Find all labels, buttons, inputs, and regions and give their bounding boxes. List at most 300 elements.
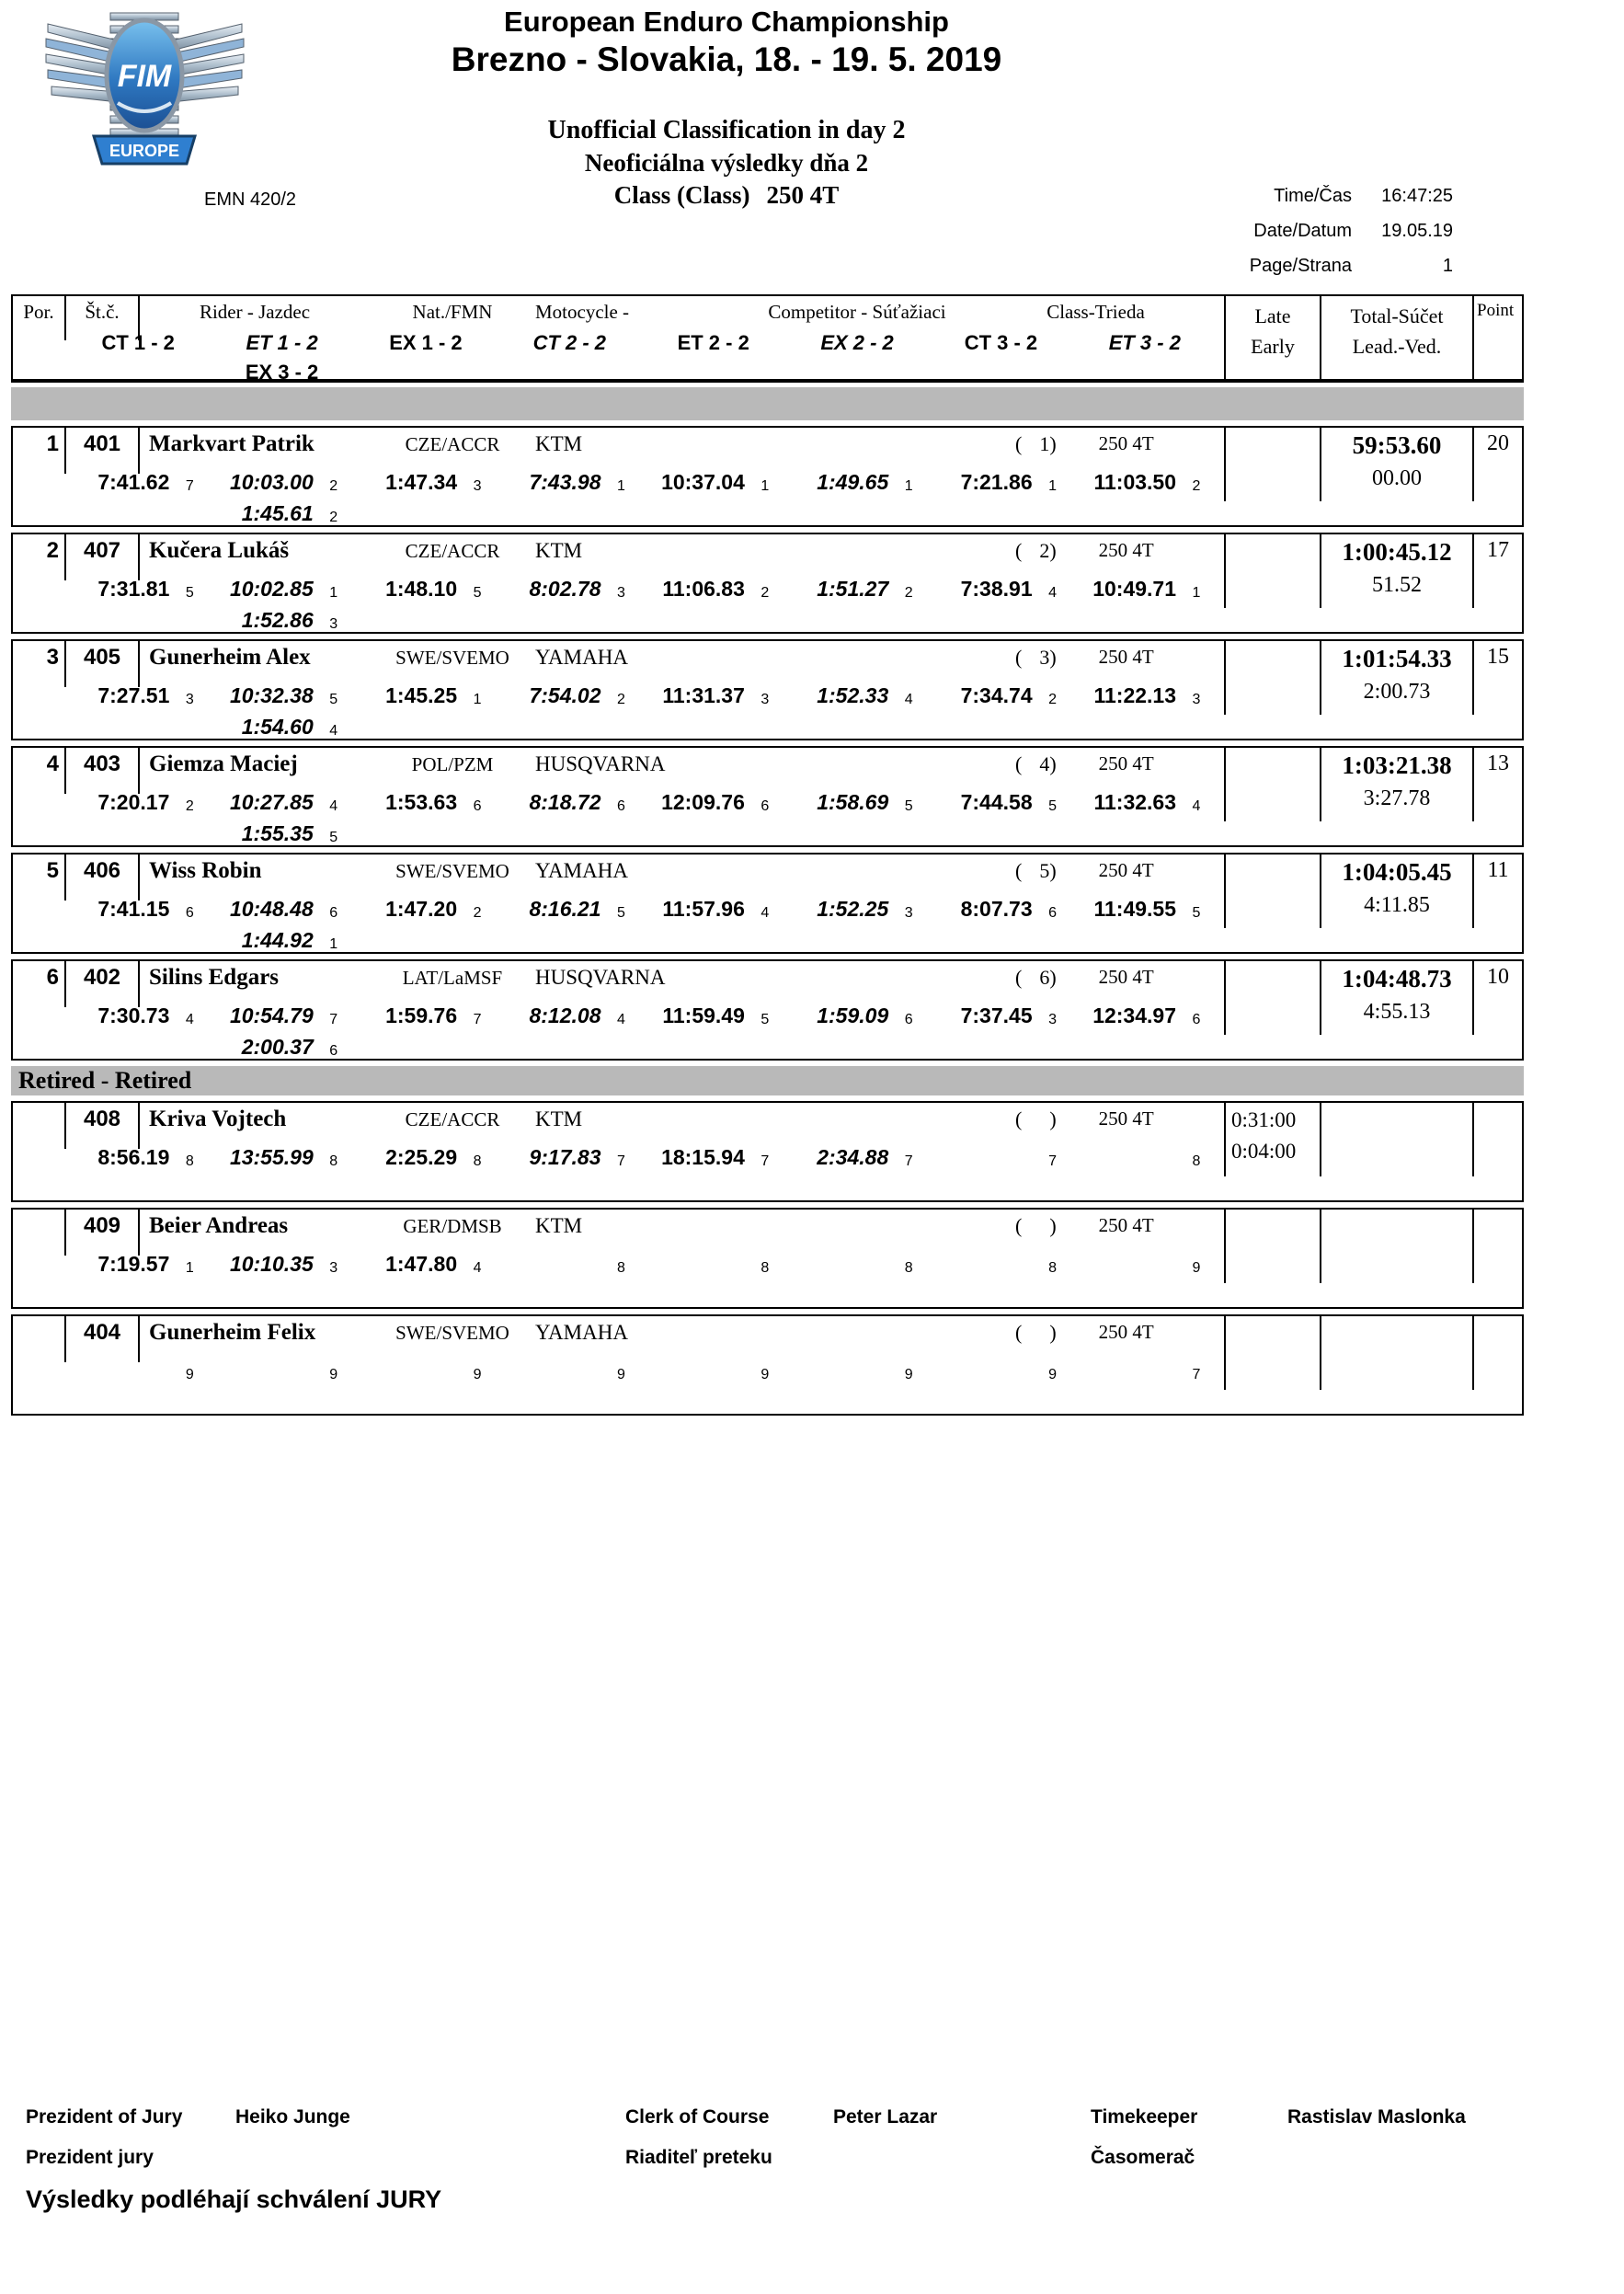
timekeeper-label: Timekeeper xyxy=(1091,2106,1198,2128)
result-row xyxy=(11,1101,1524,1202)
test-time-et2: 11:59.49 xyxy=(662,1004,745,1027)
class-cell xyxy=(747,965,1224,1002)
row-main xyxy=(13,855,1224,952)
test-time-et2: 10:37.04 xyxy=(661,470,745,494)
event-title: Brezno - Slovakia, 18. - 19. 5. 2019 xyxy=(451,40,1002,78)
test-rank-ex3 xyxy=(314,1176,354,1185)
test-rank-et1: 8 xyxy=(329,1153,338,1169)
class-rank xyxy=(1022,1214,1049,1250)
late-early-cell xyxy=(1224,428,1321,501)
test-rank-ex2: 5 xyxy=(904,798,913,814)
test-time-ct3: 7:44.58 xyxy=(960,790,1033,814)
time-label: Time/Čas xyxy=(1274,186,1352,206)
test-time-ct2: 8:02.78 xyxy=(529,577,601,601)
class-rank-paren-open: ( xyxy=(1015,646,1023,669)
result-row xyxy=(11,746,1524,847)
total-time: 1:00:45.12 xyxy=(1342,538,1452,566)
test-time-ex3: 1:55.35 xyxy=(241,821,314,845)
test-rank-ex1: 7 xyxy=(473,1012,482,1027)
test-rank-ct1: 9 xyxy=(185,1367,194,1382)
points-value: 15 xyxy=(1487,645,1509,669)
approval-note: Výsledky podléhají schválení JURY xyxy=(26,2185,442,2213)
class-rank: 1 xyxy=(1039,432,1050,455)
points-value xyxy=(1474,1210,1522,1307)
class-cell xyxy=(747,538,1224,575)
test-time-ex1: 1:53.63 xyxy=(385,790,458,814)
test-rank-ct1: 1 xyxy=(185,1260,194,1276)
test-time-et1: 10:10.35 xyxy=(229,1252,314,1276)
nationality: CZE/ACCR xyxy=(405,433,500,455)
points-value: 10 xyxy=(1487,965,1509,989)
points-value: 17 xyxy=(1487,538,1509,562)
timekeeper-label-sk: Časomerač xyxy=(1091,2147,1195,2168)
test-rank-ex1: 3 xyxy=(473,478,482,494)
test-time-ct1: 7:41.15 xyxy=(97,897,170,921)
col-test-ct1: CT 1 - 2 xyxy=(101,331,175,354)
start-number: 404 xyxy=(83,1320,121,1345)
col-total xyxy=(1321,296,1474,379)
test-rank-ex2: 7 xyxy=(904,1153,913,1169)
test-time-ex1: 1:47.20 xyxy=(385,897,458,921)
test-time-et1: 10:54.79 xyxy=(229,1004,314,1027)
test-rank-et2: 8 xyxy=(761,1260,770,1276)
meta-block xyxy=(1232,186,1453,291)
total-cell xyxy=(1321,641,1474,715)
total-cell xyxy=(1321,428,1474,501)
test-rank-ct1: 3 xyxy=(185,692,194,707)
test-time-ct1: 7:31.81 xyxy=(97,577,170,601)
test-times xyxy=(66,790,1217,821)
test-time-et3: 12:34.97 xyxy=(1092,1004,1176,1027)
test-time-ex3: 1:44.92 xyxy=(241,928,314,952)
nationality: SWE/SVEMO xyxy=(395,647,509,669)
class-cell xyxy=(747,858,1224,895)
test-rank-ct1: 4 xyxy=(185,1012,194,1027)
class-value: 250 4T xyxy=(766,181,840,209)
test-time-et3: 11:22.13 xyxy=(1093,683,1176,707)
class-cell xyxy=(747,431,1224,468)
test-rank-ex2: 8 xyxy=(904,1260,913,1276)
test-rank-ct1: 2 xyxy=(185,798,194,814)
test-ex3-line xyxy=(66,715,1217,742)
col-test-ex1: EX 1 - 2 xyxy=(389,331,463,354)
test-time-ct3: 8:07.73 xyxy=(960,897,1033,921)
test-times xyxy=(66,683,1217,715)
clerk-label: Clerk of Course xyxy=(625,2106,770,2128)
test-rank-ct2: 6 xyxy=(617,798,625,814)
test-rank-ct2: 7 xyxy=(617,1153,625,1169)
result-row xyxy=(11,959,1524,1061)
test-times xyxy=(66,470,1217,501)
total-time: 1:04:48.73 xyxy=(1342,965,1452,992)
col-start-number: Št.č. xyxy=(85,301,120,323)
test-time-ex1: 1:47.80 xyxy=(385,1252,458,1276)
class-rank-paren-open: ( xyxy=(1015,752,1023,775)
result-row xyxy=(11,853,1524,954)
nationality: CZE/ACCR xyxy=(405,1108,500,1130)
row-main xyxy=(13,961,1224,1059)
rider-name: Gunerheim Alex xyxy=(149,645,311,670)
test-time-ct1: 8:56.19 xyxy=(97,1145,170,1169)
test-times xyxy=(66,897,1217,928)
test-rank-et2: 6 xyxy=(761,798,770,814)
test-times xyxy=(66,1359,1217,1390)
test-ex3-line xyxy=(66,1283,1217,1311)
test-rank-ct3: 7 xyxy=(1048,1153,1058,1169)
total-time: 1:01:54.33 xyxy=(1342,645,1452,672)
class-name: 250 4T xyxy=(1098,1107,1154,1130)
test-time-ex1: 1:48.10 xyxy=(385,577,458,601)
class-rank-paren-close: ) xyxy=(1049,1321,1057,1344)
test-rank-ct2: 4 xyxy=(617,1012,625,1027)
late-early-cell xyxy=(1224,1316,1321,1390)
test-time-ex2: 1:52.33 xyxy=(817,683,889,707)
separator-band xyxy=(11,387,1524,420)
test-columns xyxy=(66,331,1217,355)
start-number: 401 xyxy=(83,431,121,456)
test-time-ex1: 2:25.29 xyxy=(385,1145,458,1169)
start-number: 405 xyxy=(83,645,121,670)
class-name: 250 4T xyxy=(1098,432,1154,454)
test-time-et1: 10:32.38 xyxy=(229,683,314,707)
test-time-et3: 11:03.50 xyxy=(1093,470,1176,494)
motorcycle-brand: KTM xyxy=(535,432,583,455)
test-rank-ct2: 1 xyxy=(617,478,625,494)
test-rank-et2: 7 xyxy=(761,1153,770,1169)
document-code: EMN 420/2 xyxy=(204,189,297,210)
test-ex3-line xyxy=(66,501,1217,529)
total-cell xyxy=(1321,1316,1474,1390)
total-cell xyxy=(1321,961,1474,1035)
class-rank-paren-close: ) xyxy=(1049,1107,1057,1130)
test-rank-ex1: 9 xyxy=(473,1367,482,1382)
test-rank-ct1: 8 xyxy=(185,1153,194,1169)
test-time-ex1: 1:45.25 xyxy=(385,683,458,707)
motorcycle-brand: HUSQVARNA xyxy=(535,966,666,989)
class-cell xyxy=(747,1107,1224,1143)
test-rank-et1: 3 xyxy=(329,1260,338,1276)
test-rank-ex3 xyxy=(314,1390,354,1398)
test-rank-et1: 9 xyxy=(329,1367,338,1382)
nationality: CZE/ACCR xyxy=(405,540,500,562)
row-main xyxy=(13,534,1224,632)
result-row xyxy=(11,1208,1524,1309)
col-points: Point xyxy=(1477,301,1515,320)
position: 1 xyxy=(46,431,59,456)
test-time-ct2: 8:16.21 xyxy=(529,897,601,921)
test-rank-ct3: 2 xyxy=(1048,692,1058,707)
class-name: 250 4T xyxy=(1098,752,1154,774)
motorcycle-brand: YAMAHA xyxy=(535,859,628,882)
total-time: 1:04:05.45 xyxy=(1342,858,1452,886)
test-time-et1: 10:27.85 xyxy=(229,790,314,814)
test-time-ex3: 2:00.37 xyxy=(241,1035,314,1059)
early-label: Early xyxy=(1251,335,1295,358)
rider-name: Kučera Lukáš xyxy=(149,538,290,563)
points-value: 13 xyxy=(1487,751,1509,775)
points-value xyxy=(1474,1103,1522,1200)
position: 2 xyxy=(46,538,59,563)
test-rank-ex3: 3 xyxy=(329,616,338,632)
class-name: 250 4T xyxy=(1098,646,1154,668)
test-rank-et3: 5 xyxy=(1192,905,1201,921)
timekeeper-name: Rastislav Maslonka xyxy=(1287,2106,1466,2128)
class-rank-paren-close: ) xyxy=(1049,539,1057,562)
test-rank-et3: 1 xyxy=(1192,585,1201,601)
class-rank-paren-open: ( xyxy=(1015,966,1023,989)
nationality: SWE/SVEMO xyxy=(395,1322,509,1344)
test-rank-ct1: 7 xyxy=(185,478,194,494)
test-time-ct3: 7:38.91 xyxy=(960,577,1033,601)
motorcycle-brand: KTM xyxy=(535,539,583,562)
test-rank-ct3: 8 xyxy=(1048,1260,1058,1276)
date-value: 19.05.19 xyxy=(1381,221,1453,241)
class-rank-paren-open: ( xyxy=(1015,859,1023,882)
title-block xyxy=(221,6,1232,210)
test-rank-et1: 5 xyxy=(329,692,338,707)
test-rank-ex3: 1 xyxy=(329,936,338,952)
test-time-ct2: 8:12.08 xyxy=(529,1004,601,1027)
class-rank-paren-open: ( xyxy=(1015,539,1023,562)
rider-name: Gunerheim Felix xyxy=(149,1320,316,1345)
nationality: SWE/SVEMO xyxy=(395,860,509,882)
jury-president-label-sk: Prezident jury xyxy=(26,2147,154,2168)
motorcycle-brand: KTM xyxy=(535,1107,583,1130)
motorcycle-brand: YAMAHA xyxy=(535,646,628,669)
test-rank-et3: 2 xyxy=(1192,478,1201,494)
class-rank: 3 xyxy=(1039,646,1050,669)
class-cell xyxy=(747,751,1224,788)
page-label: Page/Strana xyxy=(1249,256,1352,276)
position: 4 xyxy=(46,751,59,776)
total-time: 59:53.60 xyxy=(1352,431,1442,459)
test-time-et1: 10:03.00 xyxy=(229,470,314,494)
late-early-cell xyxy=(1224,855,1321,928)
test-time-ex1: 1:47.34 xyxy=(385,470,458,494)
class-rank-paren-close: ) xyxy=(1049,1214,1057,1237)
rider-name: Silins Edgars xyxy=(149,965,280,990)
date-label: Date/Datum xyxy=(1253,221,1352,241)
test-rank-ex2: 1 xyxy=(904,478,913,494)
test-time-ct3: 7:34.74 xyxy=(960,683,1033,707)
class-cell xyxy=(747,1213,1224,1250)
total-cell xyxy=(1321,534,1474,608)
col-nationality: Nat./FMN xyxy=(412,301,493,323)
class-name: 250 4T xyxy=(1098,1321,1154,1343)
class-rank-paren-open: ( xyxy=(1015,1107,1023,1130)
test-rank-et3: 3 xyxy=(1192,692,1201,707)
result-row xyxy=(11,1314,1524,1416)
test-ex3-line xyxy=(66,1176,1217,1204)
late-value: 0:31:00 xyxy=(1231,1108,1297,1131)
col-test-ex3: EX 3 - 2 xyxy=(245,361,319,384)
championship-title: European Enduro Championship xyxy=(504,6,949,38)
class-line xyxy=(221,181,1232,210)
class-name: 250 4T xyxy=(1098,1214,1154,1236)
test-rank-ct3: 1 xyxy=(1048,478,1058,494)
test-times xyxy=(66,1004,1217,1035)
late-early-cell xyxy=(1224,1210,1321,1283)
rider-name: Beier Andreas xyxy=(149,1213,289,1238)
test-time-ex3: 1:45.61 xyxy=(241,501,314,525)
early-value: 0:04:00 xyxy=(1231,1140,1297,1163)
test-time-et3: 10:49.71 xyxy=(1092,577,1176,601)
test-rank-et3: 9 xyxy=(1192,1260,1201,1276)
test-rank-ct2: 5 xyxy=(617,905,625,921)
page-value: 1 xyxy=(1442,256,1453,276)
clerk-label-sk: Riaditeľ preteku xyxy=(625,2147,772,2168)
test-rank-ex3: 5 xyxy=(329,830,338,845)
test-rank-et2: 4 xyxy=(761,905,770,921)
test-time-ex1: 1:59.76 xyxy=(385,1004,458,1027)
table-header-main xyxy=(13,296,1224,384)
test-ex3-line xyxy=(66,608,1217,636)
col-test-ct2: CT 2 - 2 xyxy=(532,331,607,354)
test-rank-et3: 6 xyxy=(1192,1012,1201,1027)
test-rank-et3: 8 xyxy=(1192,1153,1201,1169)
position: 5 xyxy=(46,858,59,883)
row-main xyxy=(13,641,1224,739)
position xyxy=(13,1107,64,1143)
points-value xyxy=(1474,1316,1522,1414)
class-rank-paren-open: ( xyxy=(1015,1321,1023,1344)
points-value: 20 xyxy=(1487,431,1509,455)
test-time-ex2: 1:51.27 xyxy=(817,577,889,601)
test-rank-ct3: 6 xyxy=(1048,905,1058,921)
col-late-early xyxy=(1224,296,1321,379)
test-rank-ct1: 5 xyxy=(185,585,194,601)
class-rank: 2 xyxy=(1039,539,1050,562)
test-time-et2: 11:31.37 xyxy=(662,683,745,707)
motorcycle-brand: YAMAHA xyxy=(535,1321,628,1344)
test-rank-et2: 3 xyxy=(761,692,770,707)
test-time-et2: 18:15.94 xyxy=(661,1145,745,1169)
nationality: GER/DMSB xyxy=(403,1215,502,1237)
jury-president-label: Prezident of Jury xyxy=(26,2106,183,2128)
test-time-et2: 12:09.76 xyxy=(661,790,745,814)
col-test-et2: ET 2 - 2 xyxy=(677,331,749,354)
test-time-ct1: 7:27.51 xyxy=(97,683,170,707)
class-cell xyxy=(747,1320,1224,1357)
position xyxy=(13,1213,64,1250)
test-time-et1: 10:02.85 xyxy=(229,577,314,601)
gap-to-leader: 4:55.13 xyxy=(1363,1000,1431,1024)
test-time-ct1: 7:19.57 xyxy=(97,1252,170,1276)
late-early-cell xyxy=(1224,534,1321,608)
motorcycle-brand: KTM xyxy=(535,1214,583,1237)
col-test-ex2: EX 2 - 2 xyxy=(820,331,894,354)
motorcycle-brand: HUSQVARNA xyxy=(535,752,666,775)
clerk-name: Peter Lazar xyxy=(833,2106,938,2128)
test-time-ct2: 9:17.83 xyxy=(529,1145,601,1169)
test-ex3-line xyxy=(66,1035,1217,1062)
result-row xyxy=(11,533,1524,634)
test-time-ex2: 1:52.25 xyxy=(817,897,889,921)
time-value: 16:47:25 xyxy=(1381,186,1453,206)
test-rank-ex2: 4 xyxy=(904,692,913,707)
test-time-ex2: 1:49.65 xyxy=(817,470,889,494)
start-number: 409 xyxy=(83,1213,121,1238)
row-main xyxy=(13,1316,1224,1414)
test-rank-ex3: 2 xyxy=(329,510,338,525)
col-competitor: Competitor - Súťažiaci xyxy=(768,301,946,323)
test-time-ct2: 7:43.98 xyxy=(529,470,601,494)
test-ex3-line xyxy=(66,821,1217,849)
classification-subtitle-sk: Neoficiálna výsledky dňa 2 xyxy=(584,149,869,177)
gap-to-leader: 00.00 xyxy=(1372,466,1422,490)
col-motorcycle: Motocycle - xyxy=(535,301,630,323)
row-main xyxy=(13,1210,1224,1307)
start-number: 403 xyxy=(83,751,121,776)
classification-subtitle-en: Unofficial Classification in day 2 xyxy=(547,116,906,144)
test-rank-et1: 6 xyxy=(329,905,338,921)
nationality: LAT/LaMSF xyxy=(402,967,503,989)
test-rank-et1: 4 xyxy=(329,798,338,814)
col-position: Por. xyxy=(23,301,54,323)
class-rank xyxy=(1022,1321,1049,1357)
logo-europe-text: EUROPE xyxy=(109,142,180,160)
result-row xyxy=(11,426,1524,527)
start-number: 408 xyxy=(83,1107,121,1131)
test-time-et1: 13:55.99 xyxy=(229,1145,314,1169)
start-number: 407 xyxy=(83,538,121,563)
test-rank-et1: 7 xyxy=(329,1012,338,1027)
col-class: Class-Trieda xyxy=(1046,301,1145,323)
test-rank-et3: 4 xyxy=(1192,798,1201,814)
test-rank-ct3: 4 xyxy=(1048,585,1058,601)
test-rank-ex3: 4 xyxy=(329,723,338,739)
test-ex3-line xyxy=(66,1390,1217,1417)
class-rank-paren-close: ) xyxy=(1049,859,1057,882)
test-rank-ct1: 6 xyxy=(185,905,194,921)
total-cell xyxy=(1321,748,1474,821)
class-rank-paren-open: ( xyxy=(1015,432,1023,455)
gap-to-leader: 4:11.85 xyxy=(1364,893,1430,917)
col-test-et1: ET 1 - 2 xyxy=(246,331,318,354)
late-early-cell xyxy=(1224,1103,1321,1176)
row-main xyxy=(13,1103,1224,1200)
test-time-ct1: 7:20.17 xyxy=(97,790,170,814)
test-time-et3: 11:32.63 xyxy=(1093,790,1176,814)
position xyxy=(13,1320,64,1357)
class-cell xyxy=(747,645,1224,682)
test-rank-ex1: 5 xyxy=(473,585,482,601)
test-time-ct1: 7:41.62 xyxy=(97,470,170,494)
test-time-ex2: 2:34.88 xyxy=(817,1145,889,1169)
test-rank-ct3: 5 xyxy=(1048,798,1058,814)
nationality: POL/PZM xyxy=(411,753,494,775)
test-ex3-line xyxy=(66,928,1217,956)
class-rank xyxy=(1022,1107,1049,1143)
test-rank-ct2: 3 xyxy=(617,585,625,601)
test-rank-ex2: 2 xyxy=(904,585,913,601)
position: 3 xyxy=(46,645,59,670)
col-test-ct3: CT 3 - 2 xyxy=(964,331,1038,354)
gap-to-leader: 3:27.78 xyxy=(1363,786,1431,810)
test-rank-ex3: 6 xyxy=(329,1043,338,1059)
logo-fim-text: FIM xyxy=(117,59,172,94)
jury-president-name: Heiko Junge xyxy=(235,2106,350,2128)
test-rank-ex1: 2 xyxy=(473,905,482,921)
late-early-cell xyxy=(1224,961,1321,1035)
test-rank-ct2: 9 xyxy=(617,1367,625,1382)
results-table xyxy=(11,294,1524,1416)
total-cell xyxy=(1321,855,1474,928)
position: 6 xyxy=(46,965,59,990)
total-cell xyxy=(1321,1103,1474,1176)
rider-name: Wiss Robin xyxy=(149,858,262,883)
class-rank-paren-close: ) xyxy=(1049,432,1057,455)
